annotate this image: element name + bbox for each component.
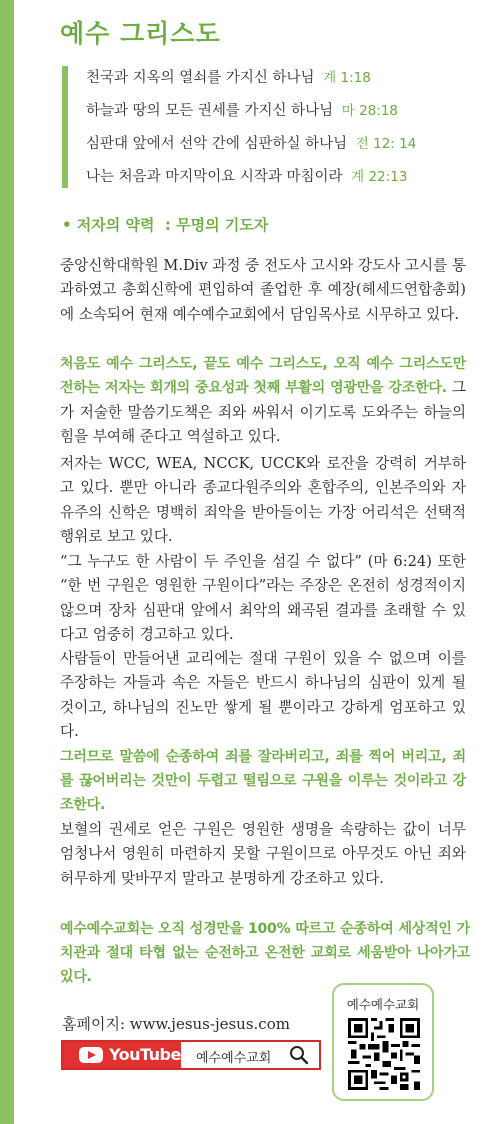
verse-text: 하늘과 땅의 모든 권세를 가지신 하나님 [86,103,334,119]
page-title: 예수 그리스도 [60,19,221,48]
emphasis-text: 처음도 예수 그리스도, 끝도 예수 그리스도, 오직 예수 그리스도만 전하는 저자는 회개의 중요성과 첫째 부활의 영광만을 강조한다. [60,356,466,397]
body-paragraph: 보혈의 권세로 얻은 구원은 영원한 생명을 속량하는 값이 너무 엄청나서 영원히 마련하지 못할 구원이므로 아무것도 아닌 죄와 허무하게 맞바꾸지 말라고 분명하게 강조하고 있다. [60,821,466,887]
verse-item [86,66,371,87]
verse-ref: 계 22:13 [351,169,408,185]
youtube-wordmark: YouTube [109,1045,181,1064]
body-paragraph: 중앙신학대학원 M.Div 과정 중 전도사 고시와 강도사 고시를 통과하였고 총회신학에 편입하여 졸업한 후 예장(헤세드연합총회)에 소속되어 현재 예수예수교회에서 담임목사로 시무하고 있다. [60,257,466,323]
verse-ref: 마 28:18 [341,103,399,119]
qr-label: 예수예수교회 [346,997,420,1012]
author-profile-heading: • 저자의 약력 : 무명의 기도자 [62,216,269,234]
verse-item [86,132,416,153]
verse-text: 천국과 지옥의 열쇠를 가지신 하나님 [86,70,315,86]
youtube-play-icon [79,1047,103,1063]
youtube-logo[interactable] [63,1042,181,1068]
verse-ref: 계 1:18 [323,70,371,86]
body-text: 그가 저술한 말씀기도책은 죄와 싸워서 이기도록 도와주는 하늘의 힘을 부여해 준다고 역설하고 있다. [60,379,466,446]
emphasis-paragraph: 예수예수교회는 오직 성경만을 100% 따르고 순종하여 세상적인 가치관과 절대 타협 없는 순전하고 온전한 교회로 세움받아 나아가고 있다. [60,921,470,985]
verse-text: 나는 처음과 마지막이요 시작과 마침이라 [86,169,343,185]
verse-text: 심판대 앞에서 선악 간에 심판하실 하나님 [86,136,348,152]
body-paragraph [60,352,466,450]
youtube-search-query[interactable]: 예수예수교회 [196,1051,272,1066]
youtube-search-bar[interactable] [61,1040,321,1070]
body-paragraph: “그 누구도 한 사람이 두 주인을 섬길 수 없다” (마 6:24) 또한 “한 번 구원은 영원한 구원이다”라는 주장은 온전히 성경적이지 않으며 장차 심판대 앞에서 최악의 왜곡된 결과를 초래할 수 있다고 엄중히 경고하고 있다. [60,553,466,644]
verse-item [86,99,398,120]
verse-list [62,66,468,188]
qr-card [332,983,434,1101]
qr-code-icon[interactable] [348,1018,420,1090]
body-paragraph: 사람들이 만들어낸 교리에는 절대 구원이 있을 수 없으며 이를 주장하는 자들과 속은 자들은 반드시 하나님의 심판이 있게 될 것이고, 하나님의 진노만 쌓게 될 뿐이라고 강하게 엄포하고 있다. [60,650,466,741]
left-accent-bar [0,0,14,1124]
search-icon[interactable] [289,1045,309,1065]
verse-item [86,165,407,186]
homepage-link[interactable]: 홈페이지: www.jesus-jesus.com [62,1015,290,1033]
emphasis-paragraph: 그러므로 말씀에 순종하여 죄를 잘라버리고, 죄를 찍어 버리고, 죄를 끊어버리는 것만이 두렵고 떨림으로 구원을 이루는 것이라고 강조한다. [60,749,466,813]
verse-ref: 전 12: 14 [355,136,417,152]
body-paragraph: 저자는 WCC, WEA, NCCK, UCCK와 로잔을 강력히 거부하고 있다. 뿐만 아니라 종교다원주의와 혼합주의, 인본주의와 자유주의 신학은 명백히 죄악을 받아들이는 가장 어리석은 선택적 행위로 보고 있다. [60,455,466,546]
